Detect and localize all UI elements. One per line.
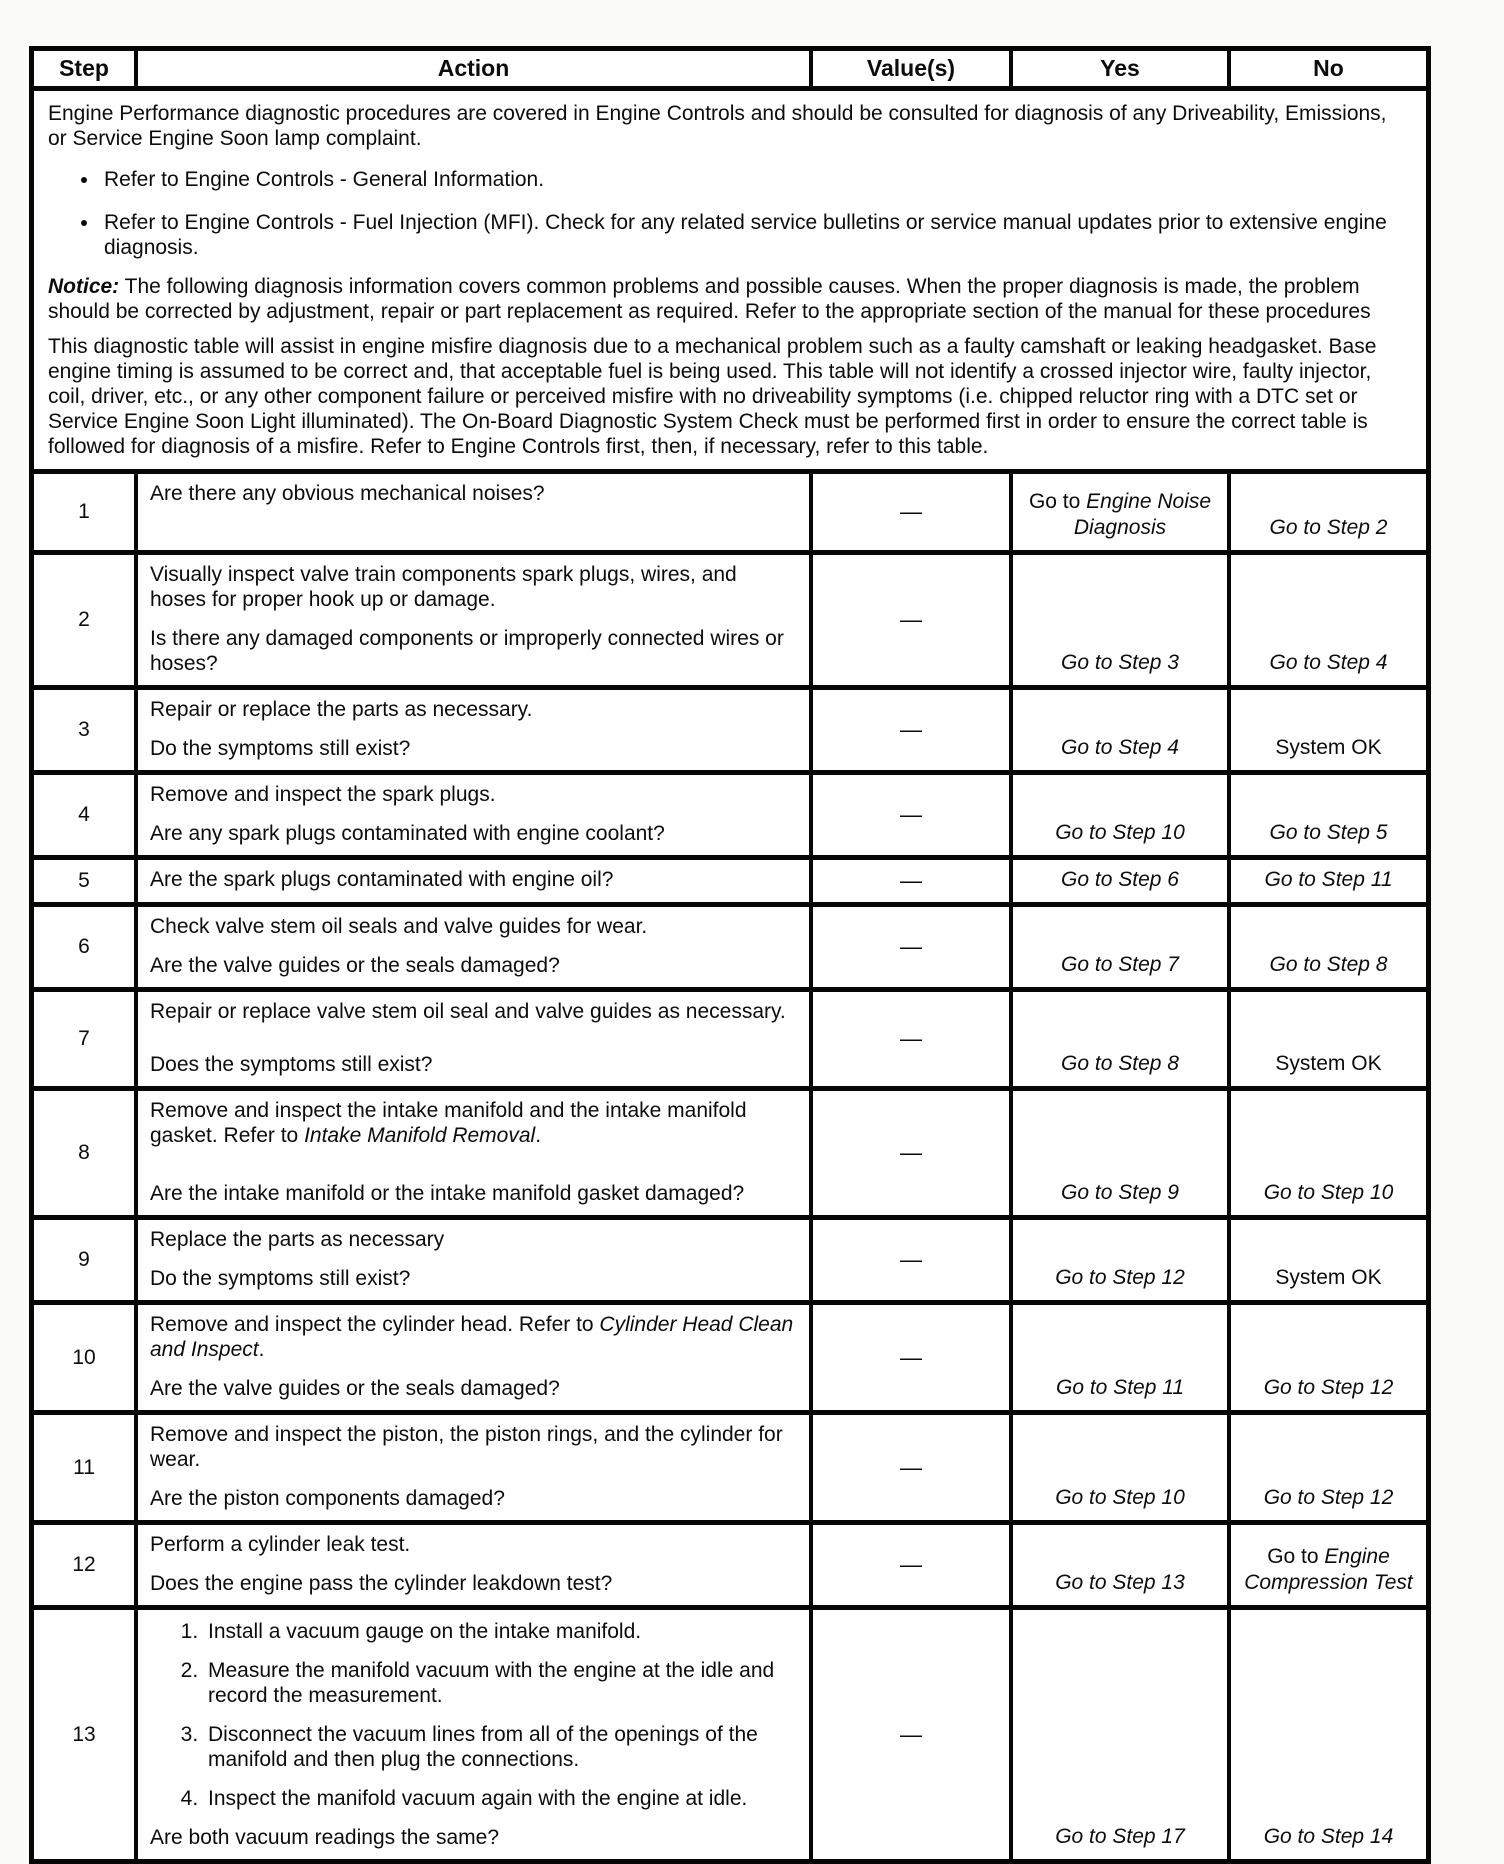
- step-number: 8: [78, 1141, 90, 1164]
- action-list-item: 2. Measure the manifold vacuum with the engine at the idle and record the measurement.: [204, 1658, 797, 1708]
- table-row: [34, 1520, 1426, 1605]
- plain-text: .: [535, 1124, 542, 1147]
- no-cell: [1227, 1305, 1426, 1410]
- table-row: [34, 1605, 1426, 1859]
- table-row: [34, 1086, 1426, 1215]
- action-cell: [134, 860, 809, 902]
- action-cell: [134, 555, 809, 685]
- action-cell: [134, 992, 809, 1086]
- plain-text: Check valve stem oil seals and valve guides for wear.: [150, 915, 648, 938]
- italic-text: Go to Step 7: [1061, 953, 1179, 976]
- plain-text: Remove and inspect the spark plugs.: [150, 783, 496, 806]
- step-number: 5: [78, 869, 90, 892]
- italic-text: Go to Step 17: [1055, 1825, 1185, 1848]
- value-cell: —: [809, 1525, 1009, 1605]
- no-cell: [1227, 1610, 1426, 1859]
- action-cell: [134, 1610, 809, 1859]
- plain-text: Are both vacuum readings the same?: [150, 1826, 500, 1849]
- no-answer: [1264, 1375, 1394, 1401]
- notice-paragraph: [48, 274, 1410, 324]
- step-number: 6: [78, 935, 90, 958]
- italic-text: Go to Step 10: [1263, 1181, 1394, 1204]
- action-cell: [134, 1525, 809, 1605]
- table-row: [34, 1300, 1426, 1410]
- no-cell: [1227, 690, 1426, 770]
- value-cell: —: [809, 1305, 1009, 1410]
- action-list-item: 3. Disconnect the vacuum lines from all of the openings of the manifold and then plug the connections.: [204, 1722, 797, 1772]
- no-answer: [1264, 867, 1392, 893]
- plain-text: Repair or replace valve stem oil seal and valve guides as necessary.: [150, 1000, 786, 1023]
- intro-lead-paragraph: Engine Performance diagnostic procedures are covered in Engine Controls and should be consulted for diagnosis of any Driveability, Emissions, or Service Engine Soon lamp complaint.: [48, 102, 1387, 150]
- action-paragraph: [150, 1266, 797, 1291]
- action-numbered-list: [150, 1619, 797, 1811]
- diagnostic-table: [29, 46, 1431, 1864]
- value-cell: —: [809, 474, 1009, 550]
- plain-text: Are the spark plugs contaminated with engine oil?: [150, 868, 614, 891]
- table-row: [34, 1410, 1426, 1520]
- no-answer: [1270, 952, 1388, 978]
- action-list-item: 1. Install a vacuum gauge on the intake manifold.: [204, 1619, 797, 1644]
- yes-cell: [1009, 555, 1227, 685]
- no-answer: [1264, 1485, 1394, 1511]
- value-cell: —: [809, 1415, 1009, 1520]
- yes-answer: [1055, 1485, 1185, 1511]
- step-number: 10: [72, 1345, 96, 1369]
- italic-text: Go to Step 4: [1061, 736, 1179, 759]
- yes-answer: [1061, 867, 1179, 893]
- action-cell: [134, 1091, 809, 1215]
- italic-text: Go to Step 12: [1055, 1266, 1185, 1289]
- italic-text: Cylinder Head Clean and Inspect: [150, 1313, 794, 1361]
- action-paragraph: [150, 1181, 797, 1206]
- plain-text: Perform a cylinder leak test.: [150, 1533, 411, 1556]
- action-paragraph: [150, 999, 797, 1024]
- no-cell: [1227, 775, 1426, 855]
- no-cell: [1227, 555, 1426, 685]
- plain-text: Do the symptoms still exist?: [150, 1267, 411, 1290]
- no-answer: [1275, 735, 1381, 761]
- action-paragraph: [150, 782, 797, 807]
- action-cell: [134, 907, 809, 987]
- italic-text: Go to Step 4: [1269, 651, 1388, 674]
- italic-text: Go to Step 8: [1061, 1052, 1179, 1075]
- action-paragraph: [150, 1227, 797, 1252]
- plain-text: Does the engine pass the cylinder leakdown test?: [150, 1572, 613, 1595]
- table-header-row: [34, 51, 1426, 91]
- yes-cell: [1009, 1525, 1227, 1605]
- action-paragraph: [150, 867, 797, 892]
- value-cell: —: [809, 690, 1009, 770]
- no-cell: [1227, 1091, 1426, 1215]
- plain-text: Is there any damaged components or improperly connected wires or hoses?: [150, 627, 784, 675]
- header-no: No: [1227, 51, 1426, 86]
- value-cell: —: [809, 992, 1009, 1086]
- yes-cell: [1009, 1305, 1227, 1410]
- italic-text: Go to Step 10: [1055, 1486, 1185, 1509]
- plain-text: Do the symptoms still exist?: [150, 737, 411, 760]
- yes-cell: [1009, 1220, 1227, 1300]
- table-row: [34, 770, 1426, 855]
- plain-text: Does the symptoms still exist?: [150, 1053, 433, 1076]
- yes-cell: [1009, 1415, 1227, 1520]
- plain-text: Remove and inspect the cylinder head. Refer to: [150, 1313, 600, 1336]
- step-number: 2: [78, 608, 90, 631]
- step-number: 12: [72, 1553, 96, 1576]
- yes-cell: [1009, 1610, 1227, 1859]
- no-cell: [1227, 1220, 1426, 1300]
- italic-text: Go to Step 8: [1269, 953, 1388, 976]
- yes-answer: [1055, 1265, 1185, 1291]
- yes-cell: [1009, 1091, 1227, 1215]
- step-number: 7: [78, 1027, 90, 1050]
- plain-text: Are the valve guides or the seals damaged?: [150, 1377, 560, 1400]
- action-paragraph: [150, 1376, 797, 1401]
- table-row: [34, 550, 1426, 685]
- italic-text: Engine Noise Diagnosis: [1073, 490, 1212, 539]
- no-answer: [1275, 1051, 1381, 1077]
- italic-text: Go to Step 14: [1263, 1825, 1394, 1848]
- value-cell: —: [809, 775, 1009, 855]
- plain-text: System OK: [1275, 736, 1382, 759]
- header-step: Step: [59, 55, 109, 81]
- action-cell: [134, 1305, 809, 1410]
- action-cell: [134, 775, 809, 855]
- plain-text: Are there any obvious mechanical noises?: [150, 482, 545, 505]
- action-paragraph: [150, 1098, 797, 1148]
- yes-answer: [1061, 735, 1179, 761]
- no-answer: [1264, 1180, 1394, 1206]
- plain-text: Visually inspect valve train components spark plugs, wires, and hoses for proper hook up or damage.: [150, 563, 737, 611]
- plain-text: Go to: [1028, 490, 1087, 513]
- value-cell: —: [809, 555, 1009, 685]
- plain-text: Remove and inspect the intake manifold and the intake manifold gasket. Refer to: [150, 1099, 747, 1147]
- intro-body-paragraph: This diagnostic table will assist in engine misfire diagnosis due to a mechanical problem such as a faulty camshaft or leaking headgasket. Base engine timing is assumed to be correct and, that acceptable fuel is being used. This table will not identify a crossed injector wire, faulty injector, coil, driver, etc., or any other component failure or perceived misfire with no driveability symptoms (i.e. chipped reluctor ring with a DTC set or Service Engine Soon Light illuminated). The On-Board Diagnostic System Check must be performed first in order to ensure the correct table is followed for diagnosis of a misfire. Refer to Engine Controls first, then, if necessary, refer to this table.: [48, 335, 1377, 458]
- step-number: 11: [73, 1455, 95, 1479]
- italic-text: Go to Step 5: [1269, 821, 1388, 844]
- action-paragraph: [150, 1422, 797, 1472]
- value-cell: —: [809, 1091, 1009, 1215]
- no-cell: [1227, 1415, 1426, 1520]
- plain-text: Are the valve guides or the seals damaged?: [150, 954, 560, 977]
- italic-text: Go to Step 12: [1263, 1486, 1394, 1509]
- table-body: [34, 469, 1426, 1859]
- yes-answer: [1055, 1570, 1185, 1596]
- no-answer: [1275, 1265, 1381, 1291]
- no-cell: [1227, 992, 1426, 1086]
- action-list-item: 4. Inspect the manifold vacuum again with the engine at idle.: [204, 1786, 797, 1811]
- plain-text: System OK: [1275, 1266, 1382, 1289]
- italic-text: Go to Step 13: [1055, 1571, 1185, 1594]
- plain-text: Are any spark plugs contaminated with engine coolant?: [150, 822, 665, 845]
- italic-text: Go to Step 10: [1055, 821, 1185, 844]
- step-number: 1: [78, 500, 90, 523]
- step-number: 9: [78, 1248, 90, 1271]
- no-cell: [1227, 860, 1426, 902]
- intro-block: [34, 91, 1426, 469]
- italic-text: Intake Manifold Removal: [304, 1124, 536, 1147]
- action-paragraph: [150, 481, 797, 506]
- action-cell: [134, 690, 809, 770]
- yes-answer: [1061, 952, 1179, 978]
- yes-cell: [1009, 860, 1227, 902]
- yes-answer: [1055, 820, 1185, 846]
- header-yes: Yes: [1009, 51, 1227, 86]
- yes-cell: [1009, 992, 1227, 1086]
- italic-text: Go to Step 11: [1264, 868, 1393, 891]
- action-paragraph: [150, 697, 797, 722]
- intro-bullet-item: • Refer to Engine Controls - Fuel Injection (MFI). Check for any related service bulletins or service manual updates prior to extensive engine diagnosis.: [100, 210, 1410, 260]
- table-row: [34, 902, 1426, 987]
- header-values: Value(s): [809, 51, 1009, 86]
- action-paragraph: [150, 1312, 797, 1362]
- value-cell: —: [809, 907, 1009, 987]
- intro-bullet-list: [48, 167, 1410, 260]
- step-number: 13: [72, 1722, 96, 1746]
- italic-text: Go to Step 11: [1055, 1376, 1185, 1399]
- plain-text: Remove and inspect the piston, the piston rings, and the cylinder for wear.: [150, 1423, 783, 1471]
- no-answer: [1270, 650, 1388, 676]
- yes-answer: [1061, 650, 1179, 676]
- value-cell: —: [809, 1610, 1009, 1859]
- action-paragraph: [150, 914, 797, 939]
- notice-text: The following diagnosis information covers common problems and possible causes. When the proper diagnosis is made, the problem should be corrected by adjustment, repair or part replacement as required. Refer to the appropriate section of the manual for these procedures: [48, 275, 1371, 323]
- value-cell: —: [809, 1220, 1009, 1300]
- action-paragraph: [150, 1825, 797, 1850]
- yes-answer: [1056, 1375, 1184, 1401]
- plain-text: Are the piston components damaged?: [150, 1487, 505, 1510]
- value-cell: —: [809, 860, 1009, 902]
- action-paragraph: [150, 1486, 797, 1511]
- plain-text: System OK: [1275, 1052, 1382, 1075]
- yes-answer: [1055, 1824, 1185, 1850]
- yes-cell: [1009, 690, 1227, 770]
- no-answer: [1237, 1544, 1420, 1596]
- italic-text: Go to Step 3: [1061, 651, 1179, 674]
- action-paragraph: [150, 562, 797, 612]
- action-paragraph: [150, 953, 797, 978]
- action-paragraph: [150, 1052, 797, 1077]
- header-action: Action: [134, 51, 809, 86]
- table-row: [34, 1215, 1426, 1300]
- action-paragraph: [150, 821, 797, 846]
- step-number: 3: [78, 718, 90, 741]
- plain-text: .: [258, 1338, 265, 1361]
- no-cell: [1227, 474, 1426, 550]
- no-answer: [1264, 1824, 1394, 1850]
- no-answer: [1270, 515, 1388, 541]
- no-cell: [1227, 907, 1426, 987]
- action-paragraph: [150, 1571, 797, 1596]
- italic-text: Go to Step 2: [1269, 516, 1388, 539]
- yes-answer: [1019, 489, 1221, 541]
- action-paragraph: [150, 736, 797, 761]
- table-row: [34, 685, 1426, 770]
- action-paragraph: [150, 626, 797, 676]
- plain-text: Go to: [1267, 1545, 1325, 1568]
- no-cell: [1227, 1525, 1426, 1605]
- step-number: 4: [78, 803, 90, 826]
- no-answer: [1270, 820, 1388, 846]
- table-row: [34, 987, 1426, 1086]
- plain-text: Replace the parts as necessary: [150, 1228, 445, 1251]
- plain-text: Are the intake manifold or the intake manifold gasket damaged?: [150, 1182, 745, 1205]
- yes-cell: [1009, 474, 1227, 550]
- yes-answer: [1061, 1051, 1179, 1077]
- italic-text: Go to Step 12: [1263, 1376, 1394, 1399]
- italic-text: Go to Step 6: [1061, 868, 1179, 891]
- action-cell: [134, 474, 809, 550]
- action-paragraph: [150, 1532, 797, 1557]
- italic-text: Engine Compression Test: [1244, 1545, 1413, 1594]
- intro-bullet-item: • Refer to Engine Controls - General Information.: [100, 167, 1410, 192]
- action-cell: [134, 1220, 809, 1300]
- action-cell: [134, 1415, 809, 1520]
- yes-cell: [1009, 907, 1227, 987]
- table-row: [34, 855, 1426, 902]
- plain-text: Repair or replace the parts as necessary.: [150, 698, 533, 721]
- yes-answer: [1061, 1180, 1179, 1206]
- table-row: [34, 469, 1426, 550]
- italic-text: Go to Step 9: [1061, 1181, 1179, 1204]
- notice-label: Notice:: [48, 275, 120, 298]
- yes-cell: [1009, 775, 1227, 855]
